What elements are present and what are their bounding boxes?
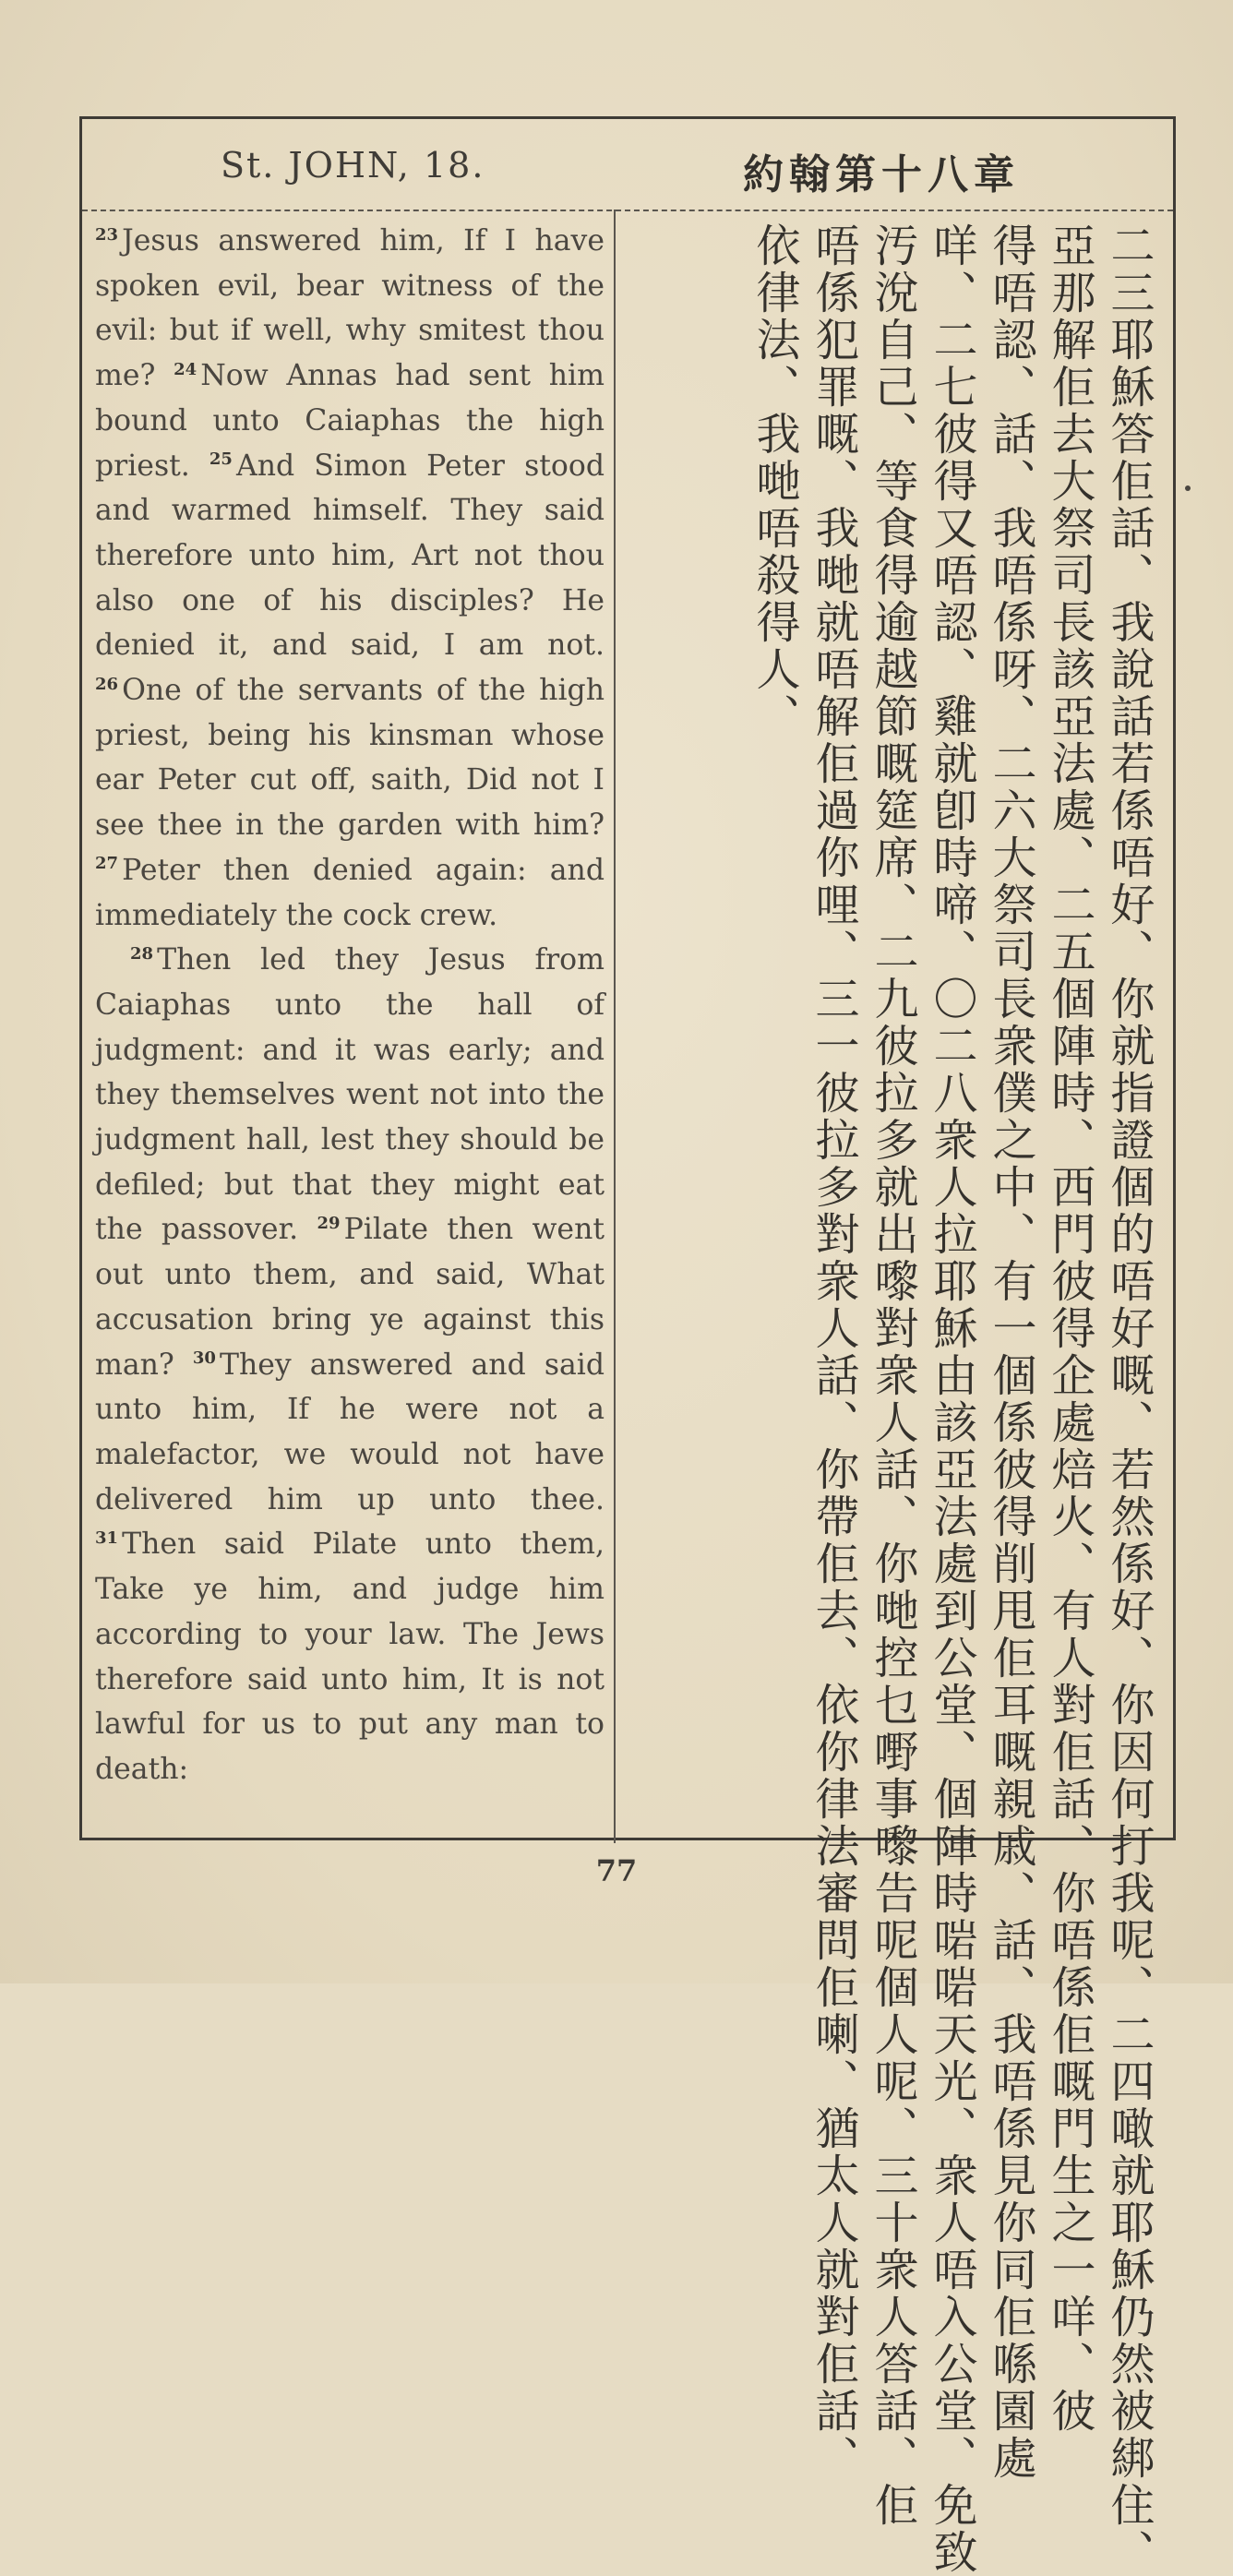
chinese-column: 二三耶穌答佢話、我說話若係唔好、你就指證個的唔好嘅、若然係好、你因何打我呢、二四噉就耶穌仍然被綁住、 (1103, 222, 1155, 2576)
column-divider (614, 210, 616, 1843)
margin-dot (1185, 485, 1191, 491)
chinese-column: 得唔認、話、我唔係呀、二六大祭司長衆僕之中、有一個係彼得削甩佢耳嘅親戚、話、我唔係見你同佢喺園處 (985, 222, 1036, 2482)
english-paragraph (95, 938, 605, 1791)
verse-number: 27 (95, 854, 119, 874)
english-text-column (95, 219, 605, 1792)
verse-number: 31 (95, 1528, 119, 1548)
verse-text: Then led they Jesus from Caiaphas unto the hall of judgment: and it was early; and they themselves went not into the judgment hall, lest they should be defiled; but that they might eat the passover. (95, 943, 605, 1247)
verse-text: They answered and said unto him, If he were not a malefactor, we would not have delivered him up unto thee. (95, 1348, 605, 1516)
chinese-column: 唔係犯罪嘅、我哋就唔解佢過你哩、三一彼拉多對衆人話、你帶佢去、依你律法審問佢喇、猶太人就對佢話、 (808, 222, 859, 2482)
verse-number: 25 (209, 449, 233, 470)
page-number: 77 (595, 1853, 638, 1888)
verse-text: Now Annas had sent him bound unto Caiaphas the high priest. (95, 359, 605, 483)
verse-text: Jesus answered him, If I have spoken evil, bear witness of the evil: but if well, why smitest thou me? (95, 224, 605, 393)
verse-number: 28 (130, 943, 154, 964)
verse-text: And Simon Peter stood and warmed himself. They said therefore unto him, Art not thou also one of his disciples? He denied it, and said, I am not. (95, 449, 605, 663)
verse-number: 26 (95, 674, 119, 694)
header-title-chinese: 約翰第十八章 (743, 151, 1020, 198)
running-header (82, 119, 1173, 211)
chinese-column: 汚涗自己、等食得逾越節嘅筵席、二九彼拉多就出嚟對衆人話、你哋控乜嘢事嚟告呢個人呢、三十衆人答話、佢 (867, 222, 918, 2529)
verse-number: 24 (174, 359, 198, 379)
verse-number: 29 (317, 1213, 341, 1233)
verse-text: One of the servants of the high priest, being his kinsman whose ear Peter cut off, saith, Did not I see thee in the garden with him? (95, 674, 605, 843)
chinese-column: 咩、二七彼得又唔認、雞就卽時啼、〇二八衆人拉耶穌由該亞法處到公堂、個陣時啱啱天光、衆人唔入公堂、免致 (926, 222, 977, 2576)
header-title-english: St. JOHN, 18. (221, 145, 485, 186)
verse-number: 30 (192, 1348, 216, 1369)
verse-text: Then said Pilate unto them, Take ye him, and judge him according to your law. The Jews therefore said unto him, It is not lawful for us to put any man to death: (95, 1528, 605, 1786)
chinese-column: 亞那解佢去大祭司長該亞法處、二五個陣時、西門彼得企處焙火、有人對佢話、你唔係佢嘅門生之一咩、彼 (1044, 222, 1095, 2435)
english-paragraph (95, 219, 605, 938)
verse-number: 23 (95, 224, 119, 245)
verse-text: Peter then denied again: and immediately the cock crew. (95, 853, 605, 932)
verse-text: Pilate then went out unto them, and said, What accusation bring ye against this man? (95, 1213, 605, 1382)
chinese-column: 依律法、我哋唔殺得人、 (748, 222, 800, 740)
chinese-text-column (645, 222, 1162, 2576)
